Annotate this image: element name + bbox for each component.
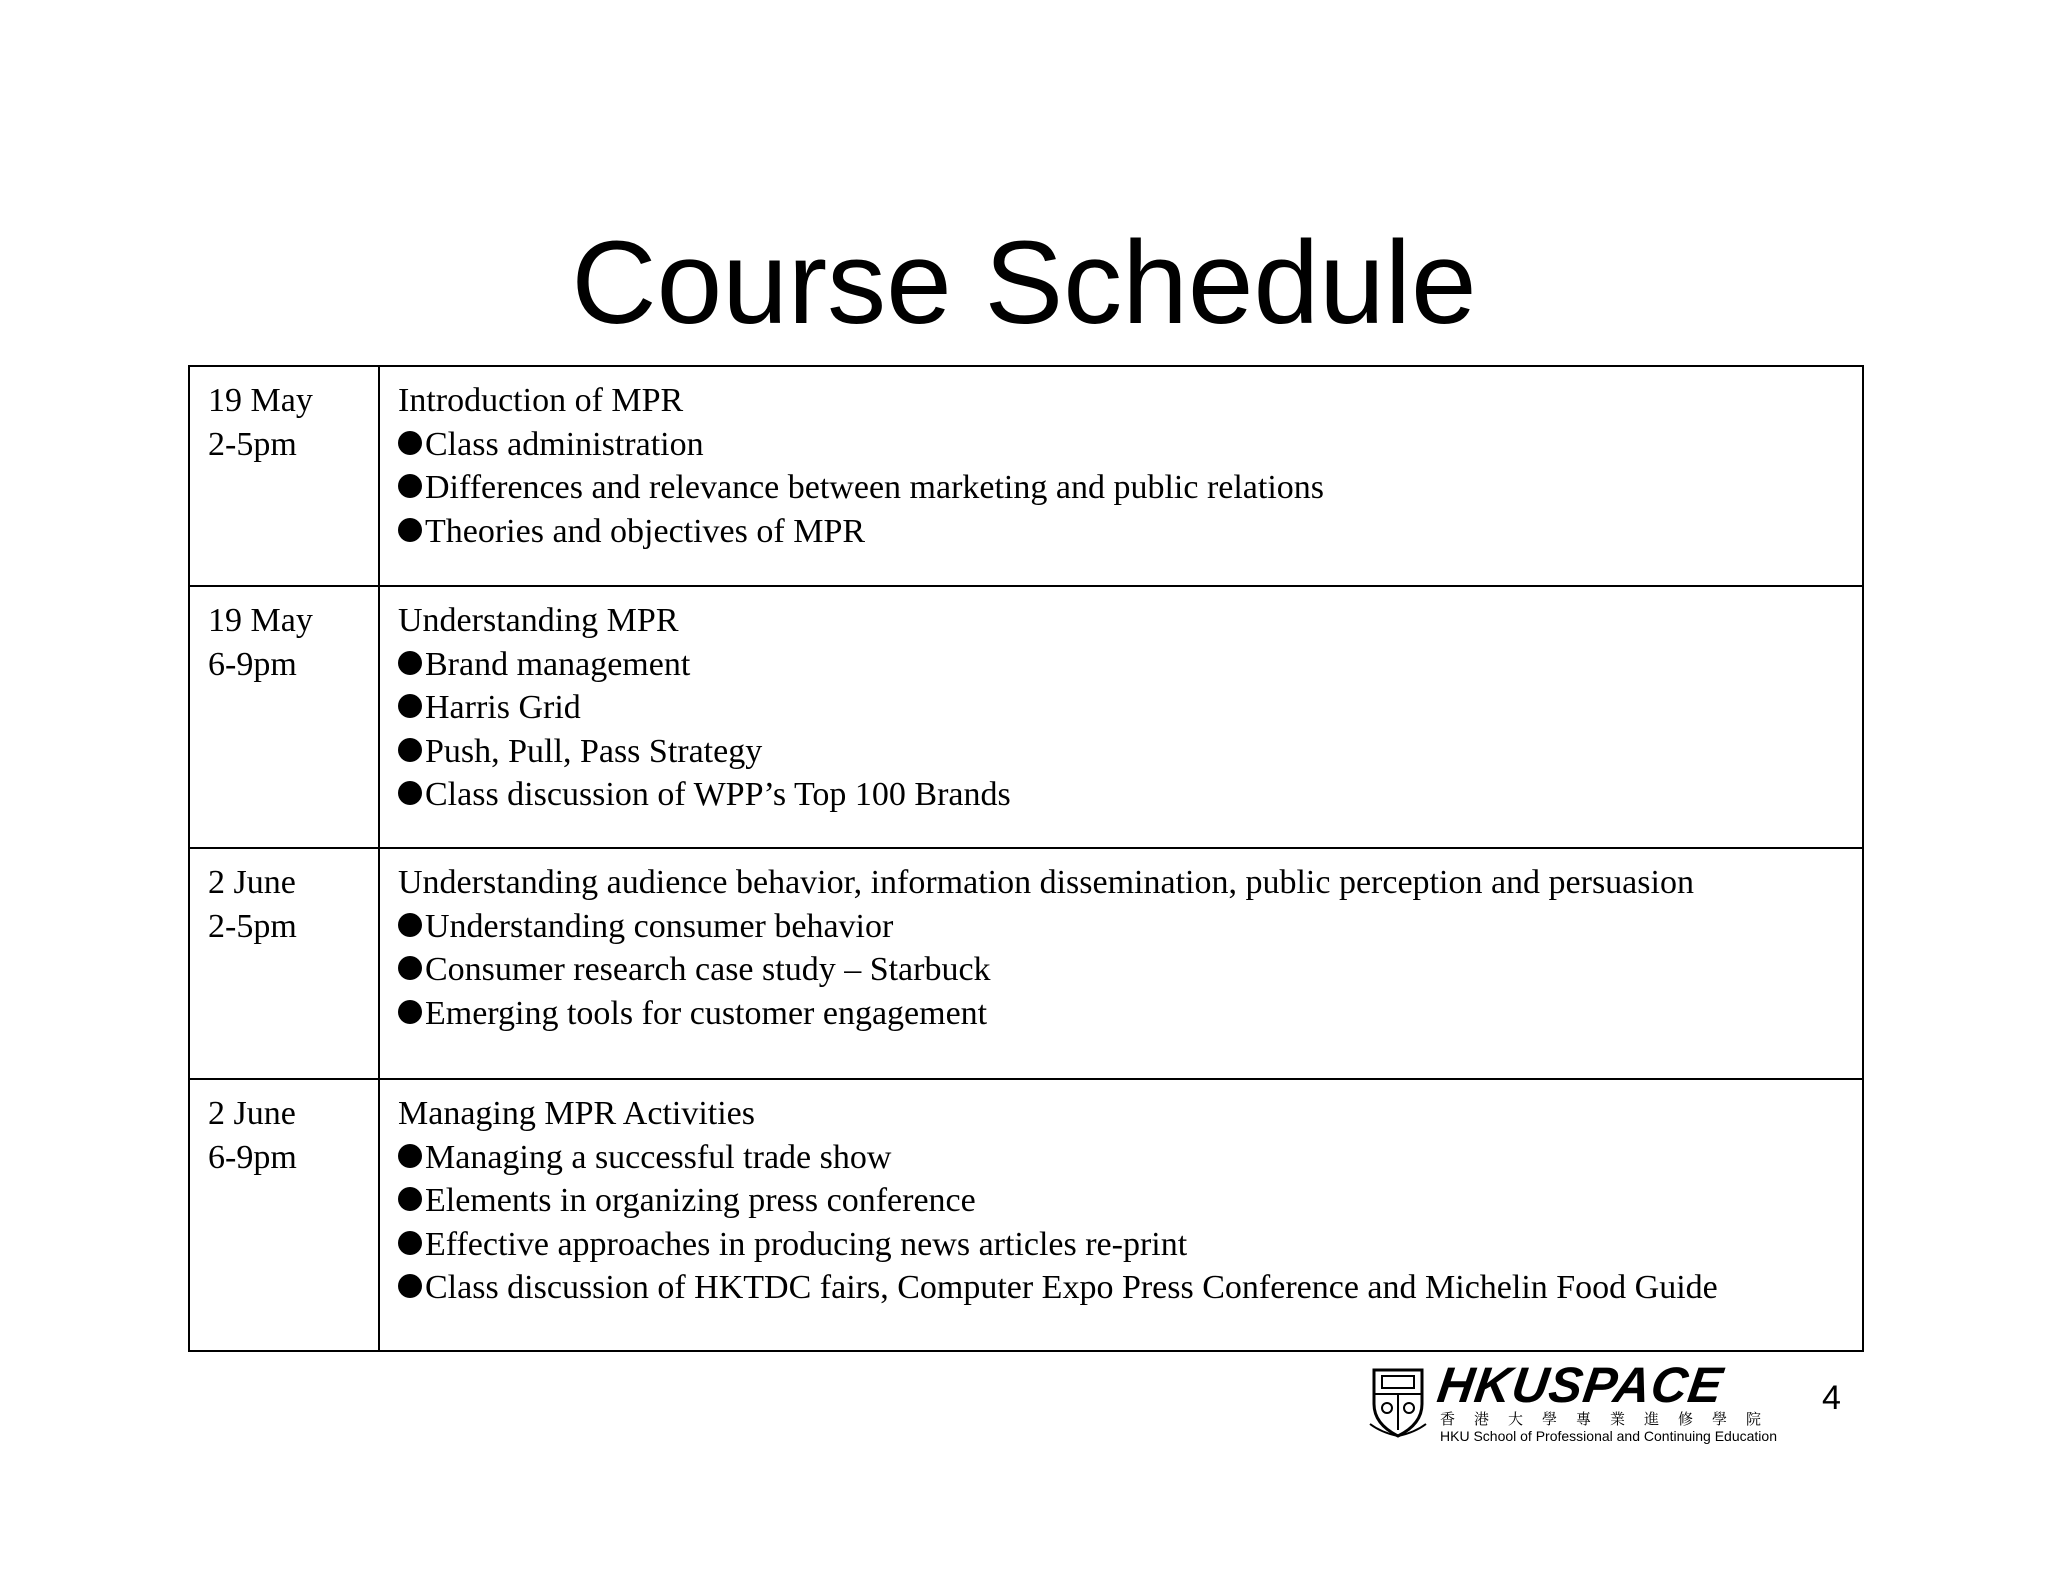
logo-brand-text: HKUSPACE: [1434, 1357, 1727, 1413]
table-row: [189, 586, 1863, 848]
session-time: 6-9pm: [208, 1138, 297, 1176]
list-item: Class discussion of WPP’s Top 100 Brands: [398, 773, 1844, 817]
bullet-icon: [398, 474, 422, 498]
session-date: 2 June: [208, 1095, 296, 1132]
university-crest-icon: [1368, 1364, 1428, 1438]
list-item: Theories and objectives of MPR: [398, 510, 1844, 554]
bullet-icon: [398, 738, 422, 762]
session-date-cell: [189, 848, 379, 1079]
list-item: Push, Pull, Pass Strategy: [398, 730, 1844, 774]
list-item: Brand management: [398, 643, 1844, 687]
session-topic: Introduction of MPR: [398, 382, 684, 419]
bullet-icon: [398, 694, 422, 718]
session-topic: Understanding MPR: [398, 602, 679, 639]
bullet-icon: [398, 518, 422, 542]
bullet-icon: [398, 1000, 422, 1024]
hkuspace-logo: [1368, 1357, 1808, 1444]
list-item: Emerging tools for customer engagement: [398, 992, 1844, 1036]
bullet-icon: [398, 913, 422, 937]
schedule-table: [188, 365, 1864, 1352]
table-row: [189, 1079, 1863, 1351]
bullet-icon: [398, 651, 422, 675]
logo-chinese-text: 香港大學專業進修學院: [1440, 1410, 1781, 1428]
session-date-cell: [189, 1079, 379, 1351]
list-item: Elements in organizing press conference: [398, 1179, 1844, 1223]
list-item: Consumer research case study – Starbuck: [398, 948, 1844, 992]
list-item: Understanding consumer behavior: [398, 905, 1844, 949]
session-time: 6-9pm: [208, 645, 297, 683]
bullet-icon: [398, 1144, 422, 1168]
session-content-cell: [379, 848, 1863, 1079]
list-item: Class discussion of HKTDC fairs, Computer Expo Press Conference and Michelin Food Guide: [398, 1266, 1844, 1310]
list-item: Differences and relevance between marketing and public relations: [398, 466, 1844, 510]
session-topic: Understanding audience behavior, information dissemination, public perception and persuasion: [398, 864, 1694, 901]
list-item: Class administration: [398, 423, 1844, 467]
list-item: Harris Grid: [398, 686, 1844, 730]
session-topic: Managing MPR Activities: [398, 1095, 755, 1132]
bullet-icon: [398, 1231, 422, 1255]
table-row: [189, 848, 1863, 1079]
session-content-cell: [379, 366, 1863, 586]
page-title: Course Schedule: [571, 217, 1477, 349]
logo-subtitle: HKU School of Professional and Continuing Education: [1440, 1428, 1777, 1444]
session-date-cell: [189, 366, 379, 586]
bullet-icon: [398, 431, 422, 455]
bullet-icon: [398, 781, 422, 805]
session-date-cell: [189, 586, 379, 848]
bullet-icon: [398, 956, 422, 980]
session-content-cell: [379, 1079, 1863, 1351]
table-row: [189, 366, 1863, 586]
list-item: Managing a successful trade show: [398, 1136, 1844, 1180]
session-content-cell: [379, 586, 1863, 848]
session-time: 2-5pm: [208, 907, 297, 945]
bullet-icon: [398, 1187, 422, 1211]
session-time: 2-5pm: [208, 425, 297, 463]
bullet-icon: [398, 1274, 422, 1298]
list-item: Effective approaches in producing news articles re-print: [398, 1223, 1844, 1267]
session-date: 19 May: [208, 602, 313, 639]
session-date: 2 June: [208, 864, 296, 901]
session-date: 19 May: [208, 382, 313, 419]
page-number: 4: [1822, 1379, 1841, 1417]
